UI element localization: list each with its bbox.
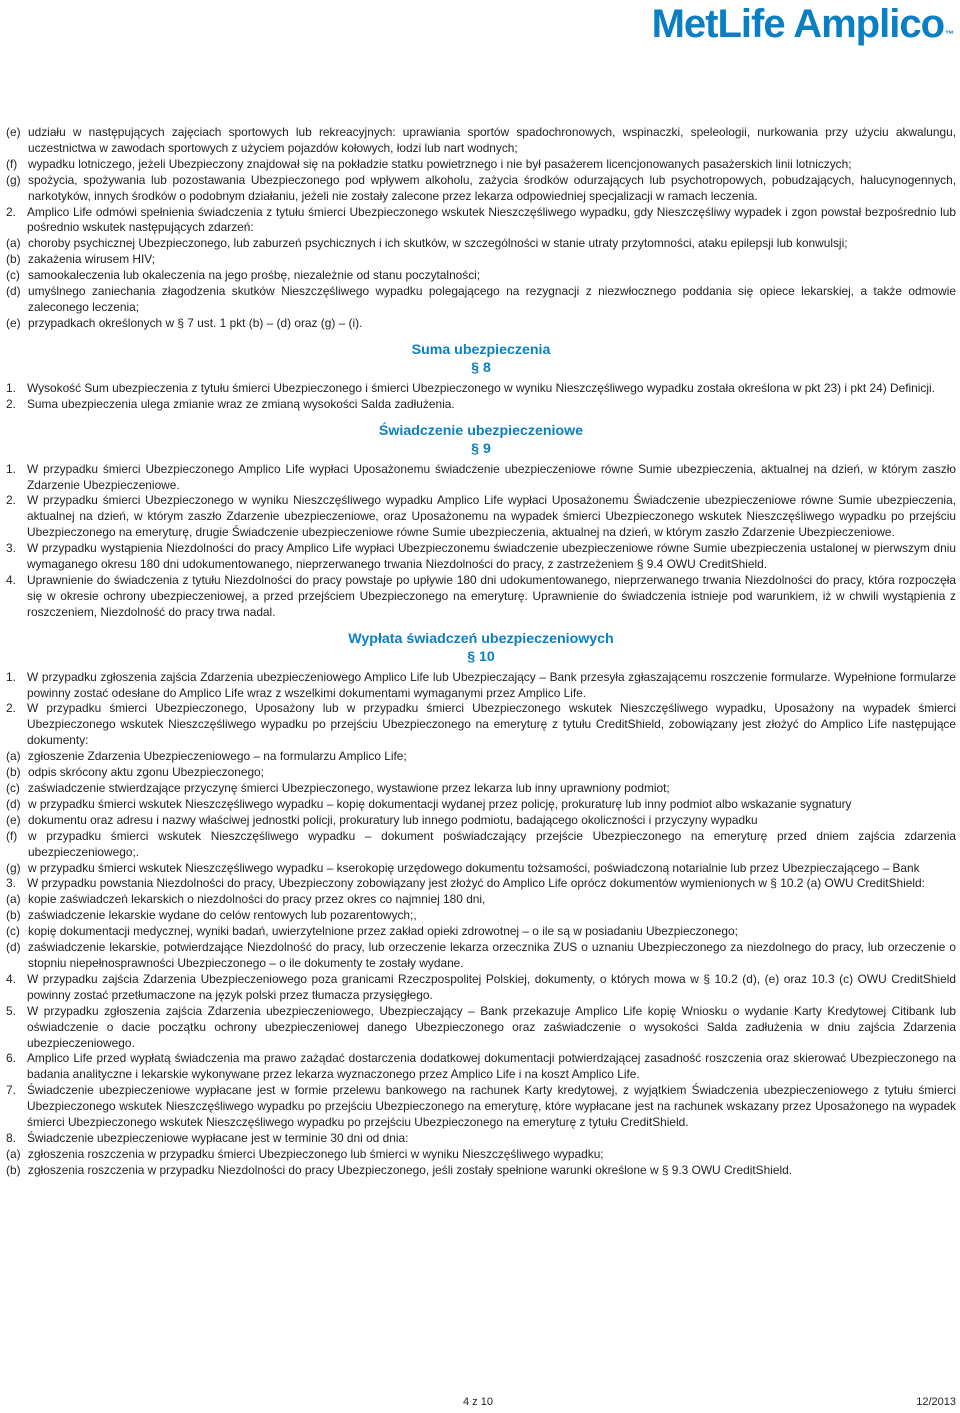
item-text: kopię dokumentacji medycznej, wyniki badań, uwierzytelnione przez zakład opieki zdrowotnej – o ile są w posiadaniu Ubezpieczonego; (28, 924, 738, 939)
list-item (6, 268, 956, 284)
list-item (6, 157, 956, 173)
item-text: zgłoszenia roszczenia w przypadku Niezdolności do pracy Ubezpieczonego, jeśli zostały spełnione warunki określone w § 9.3 OWU CreditShield. (28, 1162, 793, 1177)
list-item (6, 940, 956, 972)
paragraph-number: 2. (6, 701, 16, 716)
numbered-paragraph (6, 381, 956, 397)
paragraph-number: 3. (6, 541, 16, 556)
item-label: (c) (6, 781, 20, 795)
item-text: wypadku lotniczego, jeżeli Ubezpieczony znajdował się na pokładzie statku powietrznego i nie był pasażerem licencjonowanych pasażerskich linii lotniczych; (28, 156, 852, 171)
section-title: Świadczenie ubezpieczeniowe (378, 422, 584, 439)
paragraph-number: 1. (6, 380, 16, 395)
document-date: 12/2013 (916, 1396, 956, 1408)
paragraph-text: Suma ubezpieczenia ulega zmianie wraz ze zmianą wysokości Salda zadłużenia. (27, 396, 455, 411)
numbered-paragraph (6, 972, 956, 1004)
numbered-paragraph (6, 205, 956, 237)
item-text: umyślnego zaniechania złagodzenia skutków Nieszczęśliwego wypadku polegającego na rezygnacji z niezwłocznego poddania się opiece lekarskiej, a także odmowie zaleconego leczenia; (28, 284, 956, 314)
paragraph-number: 2. (6, 493, 16, 508)
item-text: spożycia, spożywania lub pozostawania Ubezpieczonego pod wpływem alkoholu, zażycia środków odurzających lub psychotropowych, pobudzających, halucynogennych, narkotyków, innych środków o podobnym działaniu, jeżeli nie zostały zalecone przez lekarza odpowiedniej specjalizacji w ramach leczenia. (28, 172, 956, 203)
list-item (6, 1163, 956, 1179)
item-text: udziału w następujących zajęciach sportowych lub rekreacyjnych: uprawiania sportów spadochronowych, wspinaczki, speleologii, nurkowania przy użyciu akwalungu, uczestnictwa w zawodach sportowych z użyciem pojazdów kołowych, łodzi lub nart wodnych; (28, 125, 956, 155)
list-item (6, 797, 956, 813)
paragraph-text: W przypadku zajścia Zdarzenia Ubezpieczeniowego poza granicami Rzeczpospolitej Polskiej, dokumenty, o których mowa w § 10.2 (d), (e) oraz 10.3 (c) OWU CreditShield powinny zostać przetłumaczone na język polski przez tłumacza przysięgłego. (27, 971, 956, 1002)
numbered-paragraph (6, 493, 956, 541)
item-text: zakażenia wirusem HIV; (28, 252, 156, 267)
item-label: (a) (6, 749, 21, 764)
list-item (6, 284, 956, 316)
paragraph-number: 7. (6, 1083, 16, 1098)
item-text: zaświadczenie lekarskie wydane do celów rentowych lub pozarentowych;, (28, 908, 417, 923)
item-label: (f) (6, 828, 18, 843)
item-text: zgłoszenia roszczenia w przypadku śmierci Ubezpieczonego lub śmierci w wyniku Nieszczęśliwego wypadku; (28, 1146, 604, 1161)
item-label: (g) (6, 172, 21, 187)
section-number: § 9 (471, 440, 491, 457)
paragraph-text: W przypadku śmierci Ubezpieczonego, Uposażony lub w przypadku śmierci Ubezpieczonego wskutek Nieszczęśliwego wypadku, Uposażony na wypadek śmierci Ubezpieczonego wskutek Nieszczęśliwego wypadku po przejściu Ubezpieczonego na emeryturę z tytułu CreditShield, zobowiązany jest złożyć do Amplico Life następujące dokumenty: (27, 701, 956, 748)
paragraph-number: 2. (6, 396, 16, 411)
logo-trademark: ™ (945, 29, 954, 39)
paragraph-text: Świadczenie ubezpieczeniowe wypłacane jest w formie przelewu bankowego na rachunek Karty kredytowej, z wyjątkiem Świadczenia ubezpieczeniowego z tytułu śmierci Ubezpieczonego wskutek Nieszczęśliwego wypadku po przejściu Ubezpieczonego na emeryturę, które wypłacane jest na rachunek wskazany przez Uposażonego na wypadek śmierci Ubezpieczonego wskutek Nieszczęśliwego wypadku po przejściu Ubezpieczonego na emeryturę z tytułu CreditShield. (27, 1083, 956, 1130)
paragraph-text: Świadczenie ubezpieczeniowe wypłacane jest w terminie 30 dni od dnia: (27, 1130, 409, 1145)
paragraph-number: 3. (6, 876, 16, 891)
list-item (6, 765, 956, 781)
list-item (6, 924, 956, 940)
item-label: (b) (6, 765, 21, 780)
paragraph-text: W przypadku wystąpienia Niezdolności do pracy Amplico Life wypłaci Ubezpieczonemu świadczenie ubezpieczeniowe równe Sumie ubezpieczenia ustalonej w pierwszym dniu wymaganego okresu 180 dni udokumentowanego, nieprzerwanego trwania Niezdolności do pracy, z zastrzeżeniem § 9.4 OWU CreditShield. (27, 541, 956, 572)
paragraph-text: W przypadku zgłoszenia zajścia Zdarzenia ubezpieczeniowego, Ubezpieczający – Bank przekazuje Amplico Life kopię Wniosku o wydanie Karty Kredytowej Citibank lub oświadczenie o dacie początku ochrony ubezpieczeniowej danego Ubezpieczonego oraz zaświadczenie o wysokości Salda zadłużenia w dniu zajścia Zdarzenia ubezpieczeniowego. (27, 1003, 956, 1050)
item-text: kopie zaświadczeń lekarskich o niezdolności do pracy przez okres co najmniej 180 dni, (28, 892, 486, 907)
paragraph-number: 8. (6, 1130, 16, 1145)
numbered-paragraph (6, 541, 956, 573)
section-number: § 8 (471, 359, 491, 376)
item-label: (c) (6, 268, 20, 283)
paragraph-text: W przypadku śmierci Ubezpieczonego w wyniku Nieszczęśliwego wypadku Amplico Life wypłaci Uposażonemu Świadczenie ubezpieczeniowe równe Sumie ubezpieczenia, aktualnej na dzień, w którym zaszło Zdarzenie ubezpieczeniowe, oraz Uposażonemu na wypadek śmierci Ubezpieczonego wskutek Nieszczęśliwego wypadku po przejściu Ubezpieczonego na emeryturę, drugie Świadczenie ubezpieczeniowe równe Sumie ubezpieczenia, aktualnej na dzień, w którym zaszło Zdarzenie Ubezpieczeniowe. (27, 493, 956, 540)
item-label: (d) (6, 284, 21, 299)
list-item (6, 892, 956, 908)
page-number: 4 z 10 (463, 1396, 493, 1408)
numbered-paragraph (6, 1004, 956, 1052)
item-text: choroby psychicznej Ubezpieczonego, lub zaburzeń psychicznych i ich skutków, w szczególności w stanie utraty przytomności, ataku epilepsji lub konwulsji; (28, 236, 848, 251)
numbered-paragraph (6, 1051, 956, 1083)
item-label: (d) (6, 796, 21, 811)
item-label: (e) (6, 812, 21, 827)
paragraph-text: Amplico Life przed wypłatą świadczenia ma prawo zażądać dostarczenia dodatkowej dokumentacji potwierdzającej zasadność roszczenia oraz skierować Ubezpieczonego na badania analityczne i lekarskie wykonywane przez lekarza wyznaczonego przez Amplico Life i na koszt Amplico Life. (27, 1051, 956, 1082)
item-label: (a) (6, 892, 21, 907)
paragraph-number: 1. (6, 669, 16, 684)
item-label: (b) (6, 252, 21, 267)
item-text: zaświadczenie lekarskie, potwierdzające Niezdolność do pracy, lub orzeczenie lekarza orzecznika ZUS o uznaniu Ubezpieczonego za niezdolnego do pracy, lub orzeczenie o stopniu niepełnosprawności Ubezpieczonego – o ile dokumenty te zostały wydane. (28, 940, 956, 970)
list-item (6, 125, 956, 157)
paragraph-number: 1. (6, 461, 16, 476)
paragraph-number: 4. (6, 971, 16, 986)
item-text: dokumentu oraz adresu i nazwy właściwej jednostki policji, prokuratury lub innego podmiotu, badającego okoliczności i przyczyny wypadku (28, 812, 758, 827)
paragraph-text: W przypadku zgłoszenia zajścia Zdarzenia ubezpieczeniowego Amplico Life lub Ubezpieczający – Bank przesyła zgłaszającemu roszczenie formularze. Wypełnione formularze powinny zostać odesłane do Amplico Life wraz z wszelkimi dokumentami wymaganymi przez Amplico Life. (27, 669, 956, 700)
item-label: (b) (6, 908, 21, 923)
item-text: w przypadku śmierci wskutek Nieszczęśliwego wypadku – kopię dokumentacji wydanej przez policję, prokuraturę lub inny podmiot albo wskazanie sygnatury (28, 796, 852, 811)
numbered-paragraph (6, 1083, 956, 1131)
item-text: w przypadku śmierci wskutek Nieszczęśliwego wypadku – kserokopię urzędowego dokumentu tożsamości, poświadczoną notarialnie lub przez Ubezpieczającego – Bank (28, 860, 920, 875)
numbered-paragraph (6, 397, 956, 413)
item-label: (f) (6, 156, 18, 171)
item-label: (c) (6, 924, 20, 939)
item-text: przypadkach określonych w § 7 ust. 1 pkt (b) – (d) oraz (g) – (i). (28, 315, 363, 330)
list-item (6, 173, 956, 205)
item-text: zaświadczenie stwierdzające przyczynę śmierci Ubezpieczonego, wystawione przez lekarza lub inny uprawniony podmiot; (28, 781, 670, 795)
item-label: (e) (6, 125, 21, 139)
paragraph-text: Amplico Life odmówi spełnienia świadczenia z tytułu śmierci Ubezpieczonego wskutek Nieszczęśliwego wypadku, gdy Nieszczęśliwy wypadek i zgon powstał bezpośrednio lub pośrednio wskutek następujących zdarzeń: (27, 204, 956, 235)
paragraph-text: W przypadku powstania Niezdolności do pracy, Ubezpieczony zobowiązany jest złożyć do Amplico Life oprócz dokumentów wymienionych w § 10.2 (a) OWU CreditShield: (27, 876, 925, 891)
section-title: Wypłata świadczeń ubezpieczeniowych (348, 630, 614, 647)
item-label: (d) (6, 940, 21, 955)
paragraph-number: 5. (6, 1003, 16, 1018)
list-item (6, 813, 956, 829)
item-label: (a) (6, 1146, 21, 1161)
list-item (6, 252, 956, 268)
section-title: Suma ubezpieczenia (411, 341, 551, 358)
logo-text: MetLife Amplico (651, 2, 944, 46)
list-item (6, 749, 956, 765)
item-text: w przypadku śmierci wskutek Nieszczęśliwego wypadku – dokument poświadczający przejście Ubezpieczonego na emeryturę przed dniem zajścia zdarzenia ubezpieczeniowego;. (28, 828, 956, 859)
paragraph-text: Uprawnienie do świadczenia z tytułu Niezdolności do pracy powstaje po upływie 180 dni udokumentowanego, nieprzerwanego trwania Niezdolności do pracy, która rozpoczęła się w okresie ochrony ubezpieczeniowej, a przed przejściem Ubezpieczonego na emeryturę. Uprawnienie do świadczenia istnieje pod warunkiem, iż w chwili wystąpienia z roszczeniem, Niezdolność do pracy trwa nadal. (27, 572, 956, 619)
paragraph-text: Wysokość Sum ubezpieczenia z tytułu śmierci Ubezpieczonego i śmierci Ubezpieczonego w wyniku Nieszczęśliwego wypadku została określona w pkt 23) i pkt 24) Definicji. (27, 380, 935, 395)
document-body (6, 125, 956, 1179)
item-label: (b) (6, 1162, 21, 1177)
item-label: (g) (6, 860, 21, 875)
list-item (6, 316, 956, 332)
numbered-paragraph (6, 670, 956, 702)
paragraph-text: W przypadku śmierci Ubezpieczonego Amplico Life wypłaci Uposażonemu świadczenie ubezpieczeniowe równe Sumie ubezpieczenia, aktualnej na dzień, w którym zaszło Zdarzenie Ubezpieczeniowe. (27, 461, 956, 492)
metlife-amplico-logo (652, 2, 954, 46)
section-number: § 10 (467, 648, 495, 665)
numbered-paragraph (6, 876, 956, 892)
numbered-paragraph (6, 1131, 956, 1147)
list-item (6, 829, 956, 861)
list-item (6, 236, 956, 252)
list-item (6, 861, 956, 877)
item-text: odpis skrócony aktu zgonu Ubezpieczonego; (28, 765, 264, 780)
list-item (6, 908, 956, 924)
item-label: (e) (6, 315, 21, 330)
item-label: (a) (6, 236, 21, 251)
paragraph-number: 2. (6, 204, 16, 219)
item-text: samookaleczenia lub okaleczenia na jego prośbę, niezależnie od stanu poczytalności; (28, 268, 481, 283)
paragraph-number: 6. (6, 1051, 16, 1066)
numbered-paragraph (6, 573, 956, 621)
numbered-paragraph (6, 701, 956, 749)
item-text: zgłoszenie Zdarzenia Ubezpieczeniowego – na formularzu Amplico Life; (28, 749, 407, 764)
list-item (6, 781, 956, 797)
paragraph-number: 4. (6, 572, 16, 587)
list-item (6, 1147, 956, 1163)
numbered-paragraph (6, 462, 956, 494)
